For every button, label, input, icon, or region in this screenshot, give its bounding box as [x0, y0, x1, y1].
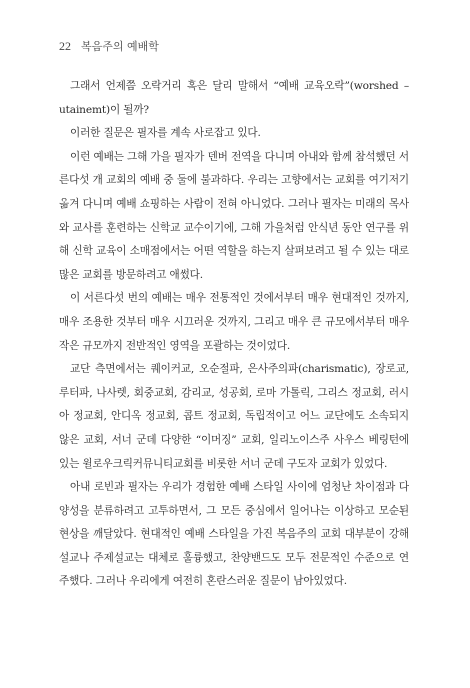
paragraph: 그래서 언제쯤 오락거리 혹은 달리 말해서 “예배 교육오락”(worshed –utainemt)이 될까? — [59, 80, 409, 116]
paragraph: 교단 측면에서는 퀘이커교, 오순절파, 은사주의파(charismatic), 장로교, 루터파, 나사렛, 회중교회, 감리교, 성공회, 로마 가톨릭, 그리스 정교회, 러시아 정교회, 안디옥 정교회, 콥트 정교회, 독립적이고 어느 교단에도 소속되지 않은 교회, 서너 군데 다양한 “이머징” 교회, 일리노이스주 사우스 베링턴에 있는 윌로우크릭커뮤니티교회를 비롯한 서너 군데 구도자 교회가 있었다. — [59, 363, 409, 470]
body-text — [59, 75, 409, 594]
page-number: 22 — [59, 39, 71, 53]
book-title: 복음주의 예배학 — [81, 40, 159, 53]
paragraph: 이 서른다섯 번의 예배는 매우 전통적인 것에서부터 매우 현대적인 것까지, 매우 조용한 것부터 매우 시끄러운 것까지, 그리고 매우 큰 규모에서부터 매우 작은 규모까지 전반적인 영역을 포괄하는 것이었다. — [59, 292, 409, 352]
paragraph: 이러한 질문은 필자를 계속 사로잡고 있다. — [70, 127, 261, 140]
running-header — [59, 38, 159, 54]
paragraph: 아내 로빈과 필자는 우리가 경험한 예배 스타일 사이에 엄청난 차이점과 다양성을 분류하려고 고투하면서, 그 모든 중심에서 일어나는 이상하고 모순된 현상을 깨달았다. 현대적인 예배 스타일을 가진 복음주의 교회 대부분이 강해설교나 주제설교는 대체로 훌륭했고, 찬양밴드도 모두 전문적인 수준으로 연주했다. 그러나 우리에게 여전히 혼란스러운 질문이 남아있었다. — [59, 481, 409, 588]
paragraph: 이런 예배는 그해 가을 필자가 덴버 전역을 다니며 아내와 함께 참석했던 서른다섯 개 교회의 예배 중 둘에 불과하다. 우리는 고향에서는 교회를 여기저기 옮겨 다니며 예배 쇼핑하는 사람이 전혀 아니었다. 그러나 필자는 미래의 목사와 교사를 훈련하는 신학교 교수이기에, 그해 가을처럼 안식년 동안 연구를 위해 신학 교육이 소매점에서는 어떤 역할을 하는지 살펴보려고 될 수 있는 대로 많은 교회를 방문하려고 애썼다. — [59, 150, 409, 281]
